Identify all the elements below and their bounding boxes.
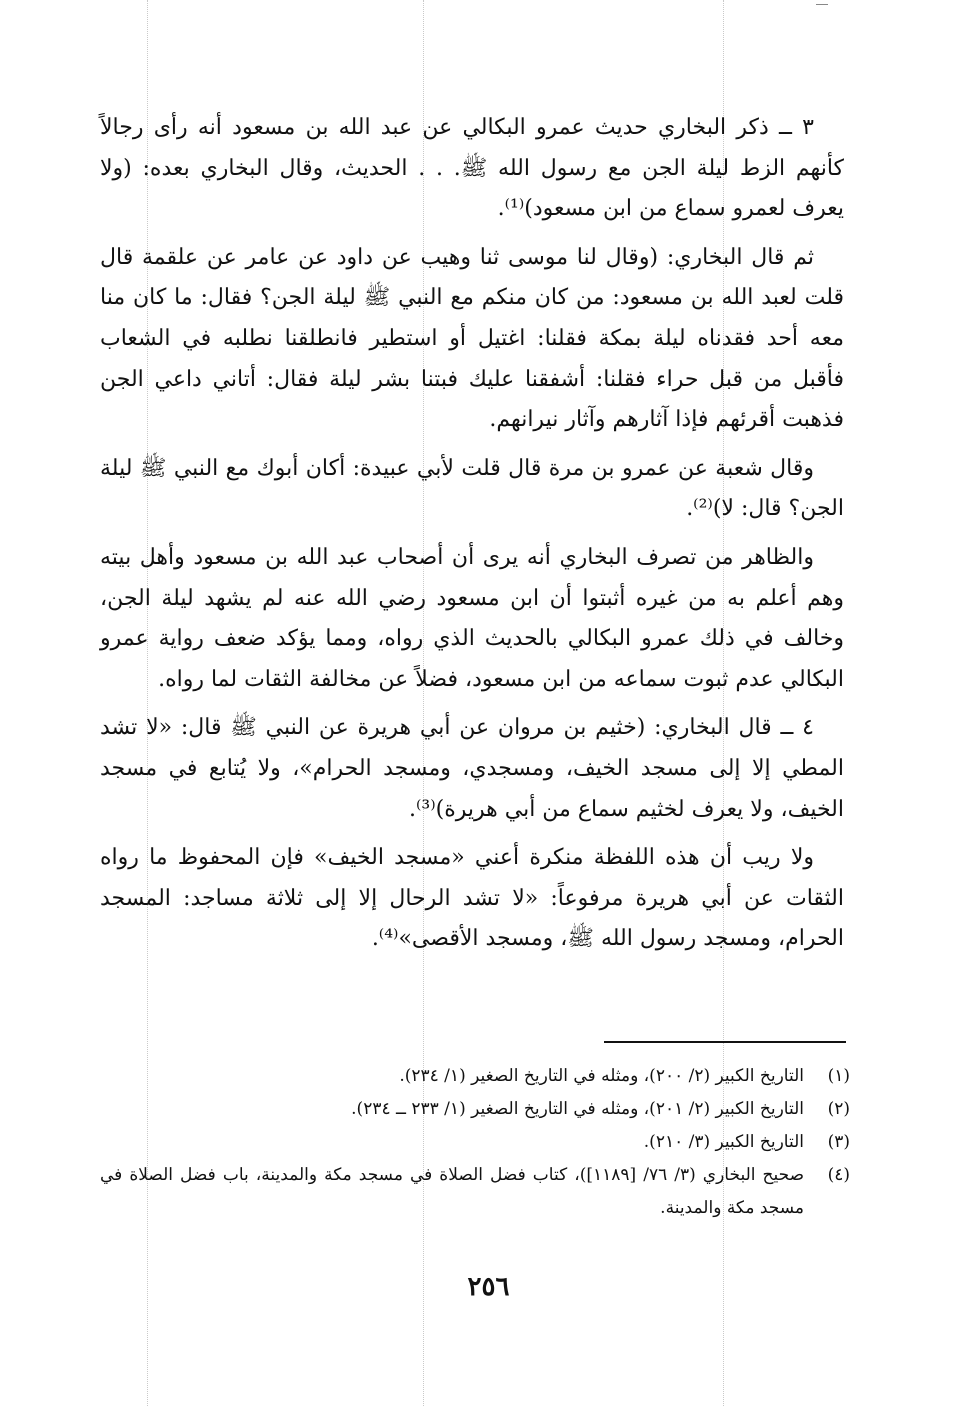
- footnote-text: صحيح البخاري (٣/ ٧٦/ [١١٨٩])، كتاب فضل الصلاة في مسجد مكة والمدينة، باب فضل الصلاة في مسجد مكة والمدينة.: [100, 1165, 805, 1218]
- footnote-text: التاريخ الكبير (٢/ ٢٠١)، ومثله في التاريخ الصغير (١/ ٢٣٣ ــ ٢٣٤).: [351, 1099, 804, 1119]
- scan-top-mark: [816, 4, 828, 5]
- footnote-text: التاريخ الكبير (٢/ ٢٠٠)، ومثله في التاريخ الصغير (١/ ٢٣٤).: [399, 1066, 804, 1086]
- paragraph: ٤ ــ قال البخاري: (خثيم بن مروان عن أبي هريرة عن النبي ﷺ قال: «لا تشد المطي إلا إلى مسجد الخيف، ومسجدي، ومسجد الحرام»، ولا يُتابع في مسجد الخيف، ولا يعرف لخثيم سماع من أبي هريرة)⁽³⁾.: [100, 715, 844, 822]
- footnote-number: (٢): [827, 1099, 850, 1119]
- footnote: [100, 1126, 850, 1159]
- paragraph: والظاهر من تصرف البخاري أنه يرى أن أصحاب عبد الله بن مسعود وأهل بيته وهم أعلم به من غيره أثبتوا أن ابن مسعود رضي الله عنه لم يشهد ليلة الجن، وخالف في ذلك عمرو البكالي بالحديث الذي رواه، ومما يؤكد ضعف رواية عمرو البكالي عدم ثبوت سماعه من ابن مسعود، فضلاً عن مخالفة الثقات لما رواه.: [100, 544, 844, 692]
- paragraph: ولا ريب أن هذه اللفظة منكرة أعني «مسجد الخيف» فإن المحفوظ ما رواه الثقات عن أبي هريرة مرفوعاً: «لا تشد الرحال إلا إلى ثلاثة مساجد: المسجد الحرام، ومسجد رسول الله ﷺ، ومسجد الأقصى»⁽⁴⁾.: [100, 845, 844, 952]
- main-text: [100, 108, 844, 968]
- paragraph: ثم قال البخاري: (وقال لنا موسى ثنا وهيب عن داود عن عامر عن علقمة قال قلت لعبد الله بن مسعود: من كان منكم مع النبي ﷺ ليلة الجن؟ فقال: ما كان منا معه أحد فقدناه ليلة بمكة فقلنا: اغتيل أو استطير فانطلقنا نطلبه في الشعاب فأقبل من قبل حراء فقلنا: أشفقنا عليك فبتنا بشر ليلة فقال: أتاني داعي الجن فذهبت أقرئهم فإذا آثارهم وآثار نيرانهم.: [100, 244, 844, 433]
- footnote: [100, 1159, 850, 1225]
- footnote-number: (٤): [827, 1165, 850, 1185]
- footnotes: [100, 1060, 850, 1225]
- footnote: [100, 1093, 850, 1126]
- footnote-separator: [604, 1041, 846, 1043]
- footnote-number: (٣): [827, 1132, 850, 1152]
- footnote: [100, 1060, 850, 1093]
- paragraph: ٣ ــ ذكر البخاري حديث عمرو البكالي عن عبد الله بن مسعود أنه رأى رجالاً كأنهم الزط ليلة الجن مع رسول الله ﷺ. . . الحديث، وقال البخاري بعده: (ولا يعرف لعمرو سماع من ابن مسعود)⁽¹⁾.: [100, 115, 844, 222]
- footnote-text: التاريخ الكبير (٣/ ٢١٠).: [643, 1132, 804, 1152]
- page-number: ٢٥٦: [467, 1272, 510, 1302]
- paragraph: وقال شعبة عن عمرو بن مرة قال قلت لأبي عبيدة: أكان أبوك مع النبي ﷺ ليلة الجن؟ قال: لا)⁽²⁾.: [100, 455, 844, 522]
- footnote-number: (١): [827, 1066, 850, 1086]
